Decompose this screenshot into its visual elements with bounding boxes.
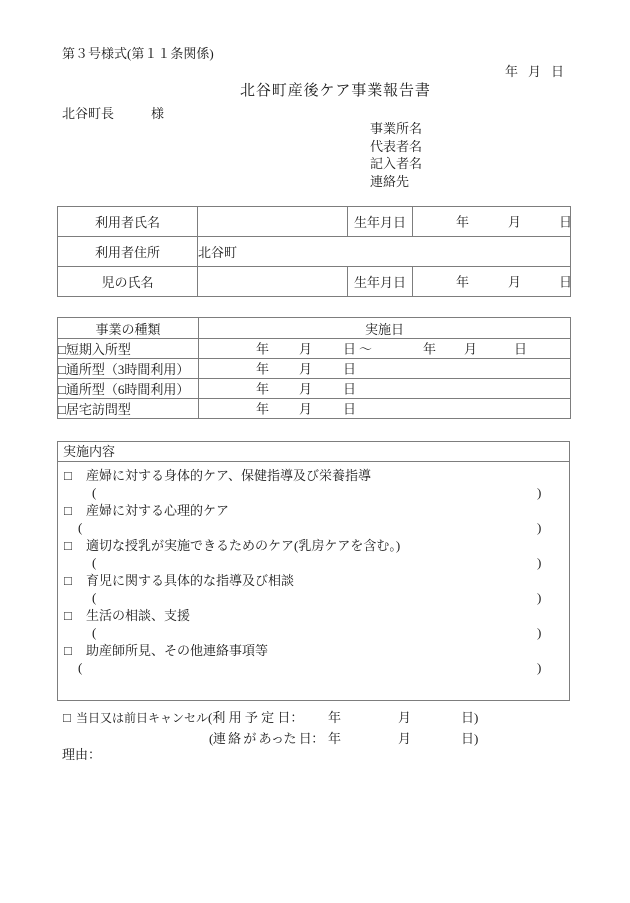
content-item-breastfeeding-care <box>58 535 569 570</box>
table-row <box>58 339 571 359</box>
close-paren: ) <box>537 660 542 675</box>
service-type-table <box>57 317 571 419</box>
content-item-label: 産婦に対する身体的ケア、保健指導及び栄養指導 <box>86 468 371 483</box>
reason-label: 理由： <box>62 747 102 762</box>
service-short-stay-label: 短期入所型 <box>65 342 131 357</box>
service-day-6h-label: 通所型（6時間利用） <box>65 382 190 397</box>
close-paren: ) <box>537 625 542 640</box>
content-item-label: 生活の相談、支援 <box>86 608 191 623</box>
close-paren: ) <box>537 555 542 570</box>
content-item-label: 産婦に対する心理的ケア <box>86 503 230 518</box>
table-row <box>58 207 571 237</box>
date-unit-year: 年 <box>328 731 342 746</box>
content-item-psychological-care <box>58 500 569 535</box>
child-dob-date-cell[interactable] <box>413 267 571 297</box>
checkbox-psychological-care[interactable]: □ <box>64 503 72 518</box>
implementation-content-box <box>57 441 570 701</box>
date-unit-year: 年 <box>256 381 270 396</box>
content-item-label: 助産師所見、その他連絡事項等 <box>86 643 269 658</box>
org-field-business-name: 事業所名 <box>370 121 423 136</box>
service-home-visit-label: 居宅訪問型 <box>65 402 131 417</box>
child-name-label: 児の氏名 <box>58 267 198 297</box>
table-row <box>58 267 571 297</box>
form-number: 第３号様式(第１１条関係) <box>62 46 214 61</box>
open-paren: ( <box>92 625 97 640</box>
content-item-label: 育児に関する具体的な指導及び相談 <box>86 573 295 588</box>
checkbox-childcare-guidance[interactable]: □ <box>64 573 72 588</box>
content-item-life-support <box>58 605 569 640</box>
page-title: 北谷町産後ケア事業報告書 <box>240 83 431 99</box>
service-day-6h-date-cell[interactable] <box>199 379 571 399</box>
checkbox-day-6h[interactable]: □ <box>58 382 66 397</box>
org-field-block <box>370 120 422 191</box>
content-item-label: 適切な授乳が実施できるためのケア(乳房ケアを含む。) <box>86 538 401 553</box>
addressee: 北谷町長 <box>62 106 115 121</box>
date-unit-month: 月 <box>299 361 313 376</box>
date-unit-day: 日 <box>343 341 357 356</box>
user-dob-date-cell[interactable] <box>413 207 571 237</box>
service-day-3h-label: 通所型（3時間利用） <box>65 362 190 377</box>
date-unit-month: 月 <box>508 214 522 229</box>
date-unit-day: 日 <box>343 381 357 396</box>
content-item-physical-care <box>58 465 569 500</box>
date-unit-day: 日) <box>461 731 479 746</box>
header-date-day: 日 <box>551 64 565 79</box>
cancel-planned-date-prefix: (利 用 予 定 日： <box>208 710 304 725</box>
service-day-6h-cell <box>58 379 199 399</box>
checkbox-physical-care[interactable]: □ <box>64 468 72 483</box>
table-header-row <box>58 318 571 339</box>
user-address-value[interactable]: 北谷町 <box>198 237 571 267</box>
checkbox-breastfeeding-care[interactable]: □ <box>64 538 72 553</box>
table-row <box>58 399 571 419</box>
open-paren: ( <box>92 485 97 500</box>
table-row <box>58 359 571 379</box>
date-unit-day: 日 <box>514 341 528 356</box>
date-unit-year: 年 <box>456 274 470 289</box>
service-day-3h-date-cell[interactable] <box>199 359 571 379</box>
user-info-table <box>57 206 571 297</box>
cancel-contact-date-prefix: (連 絡 が あった 日： <box>209 731 324 746</box>
addressee-honorific: 様 <box>151 106 165 121</box>
user-name-label: 利用者氏名 <box>58 207 198 237</box>
date-unit-year: 年 <box>256 361 270 376</box>
date-unit-day: 日 <box>343 361 357 376</box>
implementation-date-header: 実施日 <box>199 318 571 339</box>
service-home-visit-date-cell[interactable] <box>199 399 571 419</box>
date-unit-month: 月 <box>398 731 412 746</box>
org-field-representative-name: 代表者名 <box>370 138 423 154</box>
date-unit-month: 月 <box>299 381 313 396</box>
org-field-contact: 連絡先 <box>370 174 410 190</box>
table-row <box>58 379 571 399</box>
service-home-visit-cell <box>58 399 199 419</box>
child-name-field[interactable] <box>198 267 348 297</box>
checkbox-life-support[interactable]: □ <box>64 608 72 623</box>
cancel-label: 当日又は前日キャンセル <box>76 711 209 725</box>
date-unit-day: 日 <box>559 214 573 229</box>
user-address-label: 利用者住所 <box>58 237 198 267</box>
date-unit-month: 月 <box>464 341 478 356</box>
header-date-year: 年 <box>505 64 519 79</box>
date-unit-day: 日 <box>343 401 357 416</box>
open-paren: ( <box>92 590 97 605</box>
date-unit-month: 月 <box>299 341 313 356</box>
checkbox-home-visit[interactable]: □ <box>58 402 66 417</box>
open-paren: ( <box>78 660 83 675</box>
close-paren: ) <box>537 590 542 605</box>
date-unit-year: 年 <box>456 214 470 229</box>
checkbox-short-stay[interactable]: □ <box>58 342 66 357</box>
close-paren: ) <box>537 520 542 535</box>
service-short-stay-cell <box>58 339 199 359</box>
date-unit-year: 年 <box>256 401 270 416</box>
tilde-separator: ～ <box>359 341 373 356</box>
date-unit-month: 月 <box>508 274 522 289</box>
close-paren: ) <box>537 485 542 500</box>
date-unit-month: 月 <box>299 401 313 416</box>
content-item-list <box>58 462 569 675</box>
open-paren: ( <box>92 555 97 570</box>
user-dob-label: 生年月日 <box>348 207 413 237</box>
service-type-header: 事業の種類 <box>58 318 199 339</box>
date-unit-year: 年 <box>328 710 342 725</box>
date-unit-year: 年 <box>423 341 437 356</box>
content-item-midwife-findings <box>58 640 569 675</box>
checkbox-day-3h[interactable]: □ <box>58 362 66 377</box>
org-field-writer-name: 記入者名 <box>370 156 423 172</box>
checkbox-cancel[interactable]: □ <box>63 710 71 725</box>
checkbox-midwife-findings[interactable]: □ <box>64 643 72 658</box>
service-day-3h-cell <box>58 359 199 379</box>
table-row <box>58 237 571 267</box>
content-box-header: 実施内容 <box>58 442 569 462</box>
service-short-stay-date-cell[interactable] <box>199 339 571 359</box>
header-date-month: 月 <box>528 64 542 79</box>
content-item-childcare-guidance <box>58 570 569 605</box>
date-unit-day: 日) <box>461 710 479 725</box>
date-unit-day: 日 <box>559 274 573 289</box>
user-name-field[interactable] <box>198 207 348 237</box>
date-unit-month: 月 <box>398 710 412 725</box>
open-paren: ( <box>78 520 83 535</box>
date-unit-year: 年 <box>256 341 270 356</box>
child-dob-label: 生年月日 <box>348 267 413 297</box>
